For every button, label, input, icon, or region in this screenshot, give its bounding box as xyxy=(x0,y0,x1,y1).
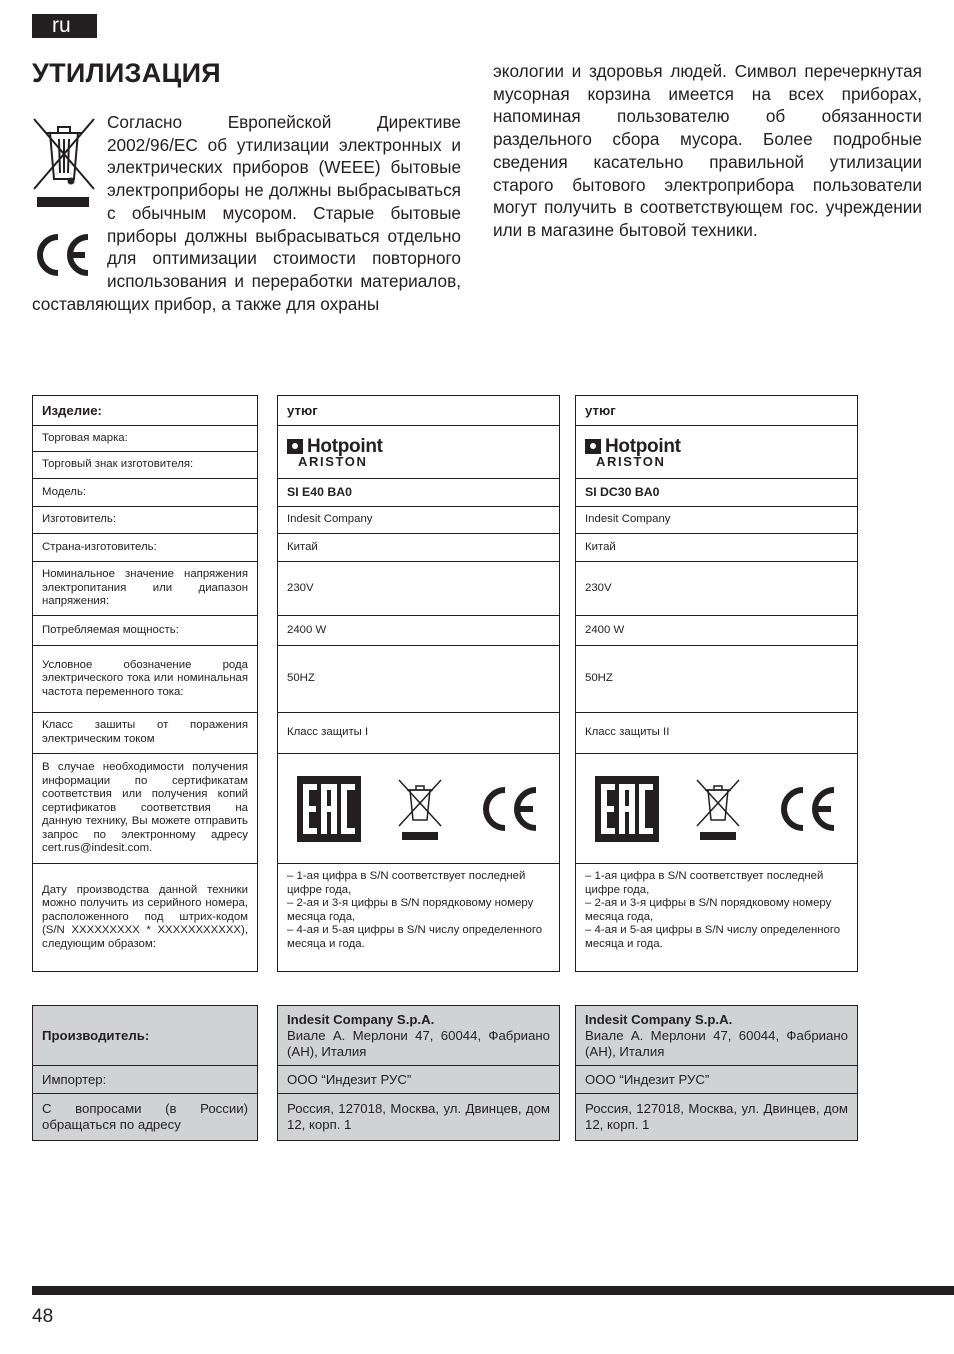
disposal-icons xyxy=(32,111,107,291)
hotpoint-logo-icon xyxy=(287,439,303,454)
product-2-table xyxy=(575,395,858,972)
language-badge: ru xyxy=(32,14,97,38)
crossed-bin-icon xyxy=(397,778,443,840)
paragraph-1: Согласно Европейской Директиве 2002/96/EC об утилизации электронных и электрических приборов (WEEE) бытовые электроприборы не должны выбрасываться с обычным мусором. xyxy=(107,112,461,223)
model-value: SI DC30 BA0 xyxy=(576,479,858,507)
brand-label: Торговая марка: xyxy=(33,426,258,452)
maker-labels-table xyxy=(32,1005,258,1141)
trademark-label: Торговый знак изготовителя: xyxy=(33,452,258,479)
contact-address: Россия, 127018, Москва, ул. Двинцев, дом 12, корп. 1 xyxy=(278,1094,560,1141)
voltage-label: Номинальное значение напряжения электропитания или диапазон напряжения: xyxy=(33,562,258,616)
contact-address: Россия, 127018, Москва, ул. Двинцев, дом 12, корп. 1 xyxy=(576,1094,858,1141)
protection-value: Класс защиты I xyxy=(278,713,560,754)
product-header-label: Изделие: xyxy=(33,396,258,426)
product-type: утюг xyxy=(576,396,858,426)
hotpoint-logo-icon xyxy=(585,439,601,454)
voltage-value: 230V xyxy=(576,562,858,616)
current-label: Условное обозначение рода электрического тока или номинальная частота переменного тока: xyxy=(33,646,258,713)
disposal-text-left xyxy=(32,111,461,315)
production-date-label: Дату производства данной техники можно получить из серийного номера, расположенного под штрих-кодом (S/N XXXXXXXXX * XXXXXXXXXXX), следующим образом: xyxy=(33,864,258,972)
country-value: Китай xyxy=(278,534,560,562)
voltage-value: 230V xyxy=(278,562,560,616)
certs-label: В случае необходимости получения информации по сертификатам соответствия или получения копий сертификатов соответствия на данную технику, Вы можете отправить запрос по электронному адресу cert.rus@indesit.com. xyxy=(33,754,258,864)
model-value: SI E40 BA0 xyxy=(278,479,560,507)
producer-value xyxy=(278,1006,560,1066)
sn-info: – 1-ая цифра в S/N соответствует последней цифре года, – 2-ая и 3-я цифры в S/N порядковому номеру месяца года, – 4-ая и 5-ая цифры в S/N числу определенного месяца и года. xyxy=(278,864,560,972)
manufacturer-value: Indesit Company xyxy=(278,507,560,534)
sn-info: – 1-ая цифра в S/N соответствует последней цифре года, – 2-ая и 3-я цифры в S/N порядковому номеру месяца года, – 4-ая и 5-ая цифры в S/N числу определенного месяца и года. xyxy=(576,864,858,972)
producer-address: Виале А. Мерлони 47, 60044, Фабриано (АН), Италия xyxy=(287,1028,550,1059)
eac-mark-icon xyxy=(297,776,361,842)
bin-underline-bar xyxy=(37,197,89,207)
manufacturer-value: Indesit Company xyxy=(576,507,858,534)
ce-mark-icon xyxy=(776,785,838,833)
power-value: 2400 W xyxy=(278,616,560,646)
power-label: Потребляемая мощность: xyxy=(33,616,258,646)
importer-value: ООО “Индезит РУС” xyxy=(576,1066,858,1094)
country-value: Китай xyxy=(576,534,858,562)
product-type: утюг xyxy=(278,396,560,426)
page-number: 48 xyxy=(32,1306,54,1327)
disposal-text-right: экологии и здоровья людей. Символ перечеркнутая мусорная корзина имеется на всех приборах, напоминая пользователю об обязанности раздельного сбора мусора. Более подробные сведения касательно правильной утилизации старого бытового электроприбора пользователи могут получить в соответствующем гос. учреждении или в магазине бытовой техники. xyxy=(493,61,922,240)
contact-label: С вопросами (в России) обращаться по адресу xyxy=(33,1094,258,1141)
producer-company: Indesit Company S.p.A. xyxy=(287,1012,435,1027)
protection-value: Класс защиты II xyxy=(576,713,858,754)
manufacturer-label: Изготовитель: xyxy=(33,507,258,534)
crossed-bin-icon xyxy=(32,115,96,193)
spec-labels-table xyxy=(32,395,258,972)
power-value: 2400 W xyxy=(576,616,858,646)
brand-logo: Hotpoint ARISTON xyxy=(278,426,560,479)
producer-company: Indesit Company S.p.A. xyxy=(585,1012,733,1027)
paragraph-2: Старые бытовые приборы должны выбрасываться отдельно для оптимизации стоимости повторного использования и переработки материалов, составляющих прибор, а также для охраны xyxy=(32,202,461,314)
protection-label: Класс зашиты от поражения электрическим током xyxy=(33,713,258,754)
frequency-value: 50HZ xyxy=(576,646,858,713)
producer-label: Производитель: xyxy=(33,1006,258,1066)
product-1-table xyxy=(277,395,560,972)
page-title: УТИЛИЗАЦИЯ xyxy=(32,58,221,88)
maker-table-1 xyxy=(277,1005,560,1141)
eac-mark-icon xyxy=(595,776,659,842)
importer-value: ООО “Индезит РУС” xyxy=(278,1066,560,1094)
importer-label: Импортер: xyxy=(33,1066,258,1094)
country-label: Страна-изготовитель: xyxy=(33,534,258,562)
maker-table-2 xyxy=(575,1005,858,1141)
footer-divider xyxy=(32,1286,954,1295)
producer-address: Виале А. Мерлони 47, 60044, Фабриано (АН), Италия xyxy=(585,1028,848,1059)
ce-mark-icon xyxy=(32,231,92,279)
brand-logo: Hotpoint ARISTON xyxy=(576,426,858,479)
frequency-value: 50HZ xyxy=(278,646,560,713)
cert-marks xyxy=(278,754,560,864)
crossed-bin-icon xyxy=(695,778,741,840)
ce-mark-icon xyxy=(478,785,540,833)
cert-marks xyxy=(576,754,858,864)
producer-value xyxy=(576,1006,858,1066)
model-label: Модель: xyxy=(33,479,258,507)
